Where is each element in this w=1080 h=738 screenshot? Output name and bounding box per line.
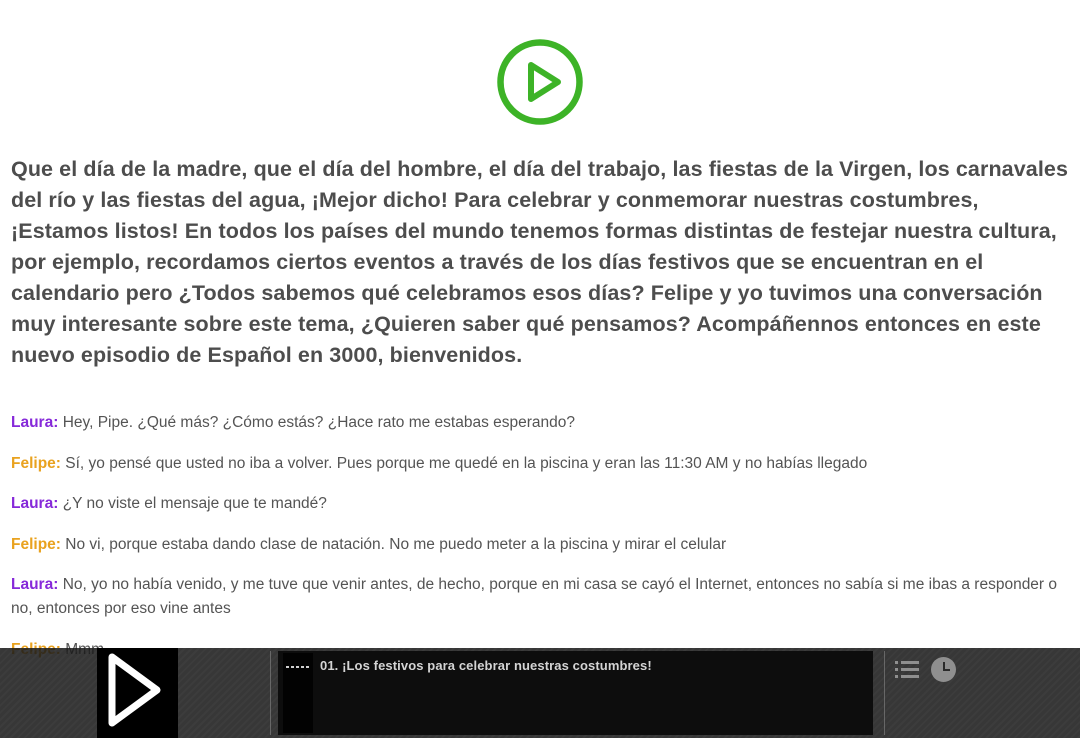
dialogue-text: No vi, porque estaba dando clase de natación. No me puedo meter a la piscina y mirar el celular xyxy=(65,535,727,553)
speaker-label-laura: Laura: xyxy=(11,495,59,512)
speaker-label-laura: Laura: xyxy=(11,414,59,431)
audio-player-bar xyxy=(0,648,1080,738)
track-title: 01. ¡Los festivos para celebrar nuestras costumbres! xyxy=(320,658,652,673)
intro-paragraph: Que el día de la madre, que el día del hombre, el día del trabajo, las fiestas de la Virgen, los carnavales del río y las fiestas del agua, ¡Mejor dicho! Para celebrar y conmemorar nuestras costumbres, ¡Estamos listos! En todos los países del mundo tenemos formas distintas de festejar nuestra cultura, por ejemplo, recordamos ciertos eventos a través de los días festivos que se encuentran en el calendario pero ¿Todos sabemos qué celebramos esos días? Felipe y yo tuvimos una conversación muy interesante sobre este tema, ¿Quieren saber qué pensamos? Acompáñennos entonces en este nuevo episodio de Español en 3000, bienvenidos. xyxy=(11,157,1069,367)
dialogue-line xyxy=(11,411,1066,435)
speaker-label-laura: Laura: xyxy=(11,576,59,593)
speaker-label-felipe: Felipe: xyxy=(11,454,61,472)
dialogue-text: Sí, yo pensé que usted no iba a volver. Pues porque me quedé en la piscina y eran las 11:30 AM y no habías llegado xyxy=(65,454,868,472)
dialogue-line xyxy=(11,533,1066,557)
play-triangle-icon xyxy=(97,648,178,738)
speaker-label-felipe: Felipe: xyxy=(11,535,61,553)
player-divider xyxy=(270,651,271,735)
track-thumbnail xyxy=(283,653,313,733)
dialogue-text: ¿Y no viste el mensaje que te mandé? xyxy=(62,495,327,512)
dialogue-text: No, yo no había venido, y me tuve que venir antes, de hecho, porque en mi casa se cayó el Internet, entonces no sabía si me ibas a responder o no, entonces por eso vine antes xyxy=(11,576,1058,617)
dialogue-line xyxy=(11,452,1066,476)
dialogue-line xyxy=(11,573,1066,621)
dialogue-text: Hey, Pipe. ¿Qué más? ¿Cómo estás? ¿Hace rato me estabas esperando? xyxy=(62,414,576,431)
playlist-icon[interactable] xyxy=(895,661,919,678)
dialogue-transcript xyxy=(0,411,1080,662)
play-circle-icon[interactable] xyxy=(496,38,584,126)
current-track-panel[interactable] xyxy=(278,651,873,735)
waveform-icon xyxy=(286,666,310,668)
dialogue-line xyxy=(11,492,1066,516)
video-thumbnail[interactable] xyxy=(97,648,178,738)
player-controls xyxy=(895,657,956,682)
player-divider xyxy=(884,651,885,735)
hero-play-area xyxy=(0,0,1080,126)
clock-icon[interactable] xyxy=(931,657,956,682)
